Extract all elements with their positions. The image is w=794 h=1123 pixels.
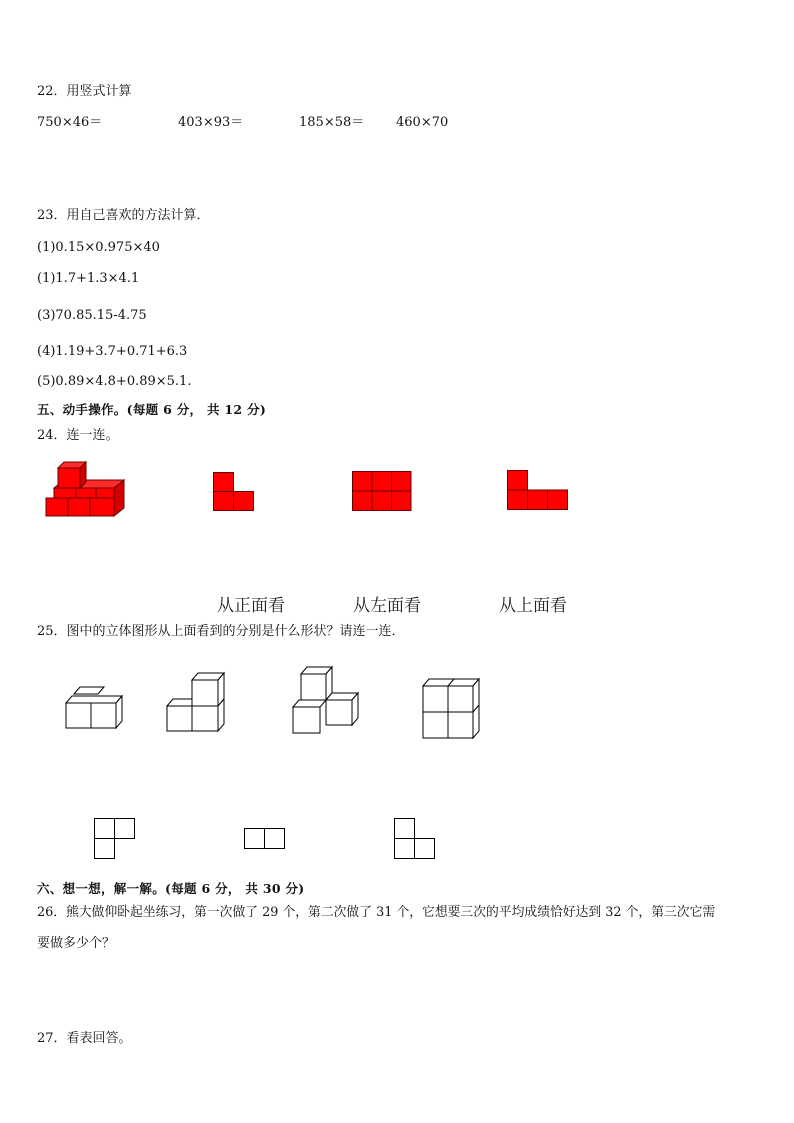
section-5-heading: 五、动手操作。(每题 6 分， 共 12 分) bbox=[37, 402, 267, 417]
section-6-heading: 六、想一想，解一解。(每题 6 分， 共 30 分) bbox=[37, 881, 305, 896]
q26-line-2: 要做多少个？ bbox=[37, 936, 116, 951]
q23-item-5: (5)0.89×4.8+0.89×5.1. bbox=[37, 374, 192, 389]
q23-item-1: (1)0.15×0.975×40 bbox=[37, 240, 160, 255]
q23-item-3: (3)70.85.15-4.75 bbox=[37, 308, 147, 323]
q23-title: 23．用自己喜欢的方法计算． bbox=[37, 208, 210, 223]
view-label-top: 从上面看 bbox=[499, 596, 567, 616]
q22-item-2: 403×93＝ bbox=[178, 115, 244, 130]
q24-solid-figure bbox=[44, 458, 126, 520]
q25-top-view-3 bbox=[394, 818, 436, 860]
q24-title: 24．连一连。 bbox=[37, 428, 119, 443]
q25-top-view-2 bbox=[244, 828, 286, 850]
q25-solid-4 bbox=[421, 678, 483, 740]
q26-line-1: 26．熊大做仰卧起坐练习，第一次做了 29 个，第二次做了 31 个，它想要三次的平均成绩恰好达到 32 个，第三次它需 bbox=[37, 905, 716, 920]
q22-item-1: 750×46＝ bbox=[37, 115, 103, 130]
view-label-left: 从左面看 bbox=[353, 596, 421, 616]
q25-solid-2 bbox=[166, 672, 228, 732]
q25-solid-1 bbox=[64, 686, 126, 730]
q25-title: 25．图中的立体图形从上面看到的分别是什么形状？请连一连． bbox=[37, 624, 405, 639]
q22-title: 22．用竖式计算 bbox=[37, 84, 132, 99]
q25-solid-3 bbox=[292, 666, 360, 736]
q24-view-option-c bbox=[507, 470, 568, 511]
q24-view-option-b bbox=[352, 471, 412, 512]
q24-view-option-a bbox=[213, 472, 255, 512]
q22-item-4: 460×70 bbox=[396, 115, 449, 130]
q25-top-view-1 bbox=[94, 818, 136, 860]
q23-item-4: (4)1.19+3.7+0.71+6.3 bbox=[37, 344, 188, 359]
q23-item-2: (1)1.7+1.3×4.1 bbox=[37, 271, 140, 286]
q27-title: 27．看表回答。 bbox=[37, 1031, 132, 1046]
view-label-front: 从正面看 bbox=[217, 596, 285, 616]
q22-item-3: 185×58＝ bbox=[299, 115, 365, 130]
